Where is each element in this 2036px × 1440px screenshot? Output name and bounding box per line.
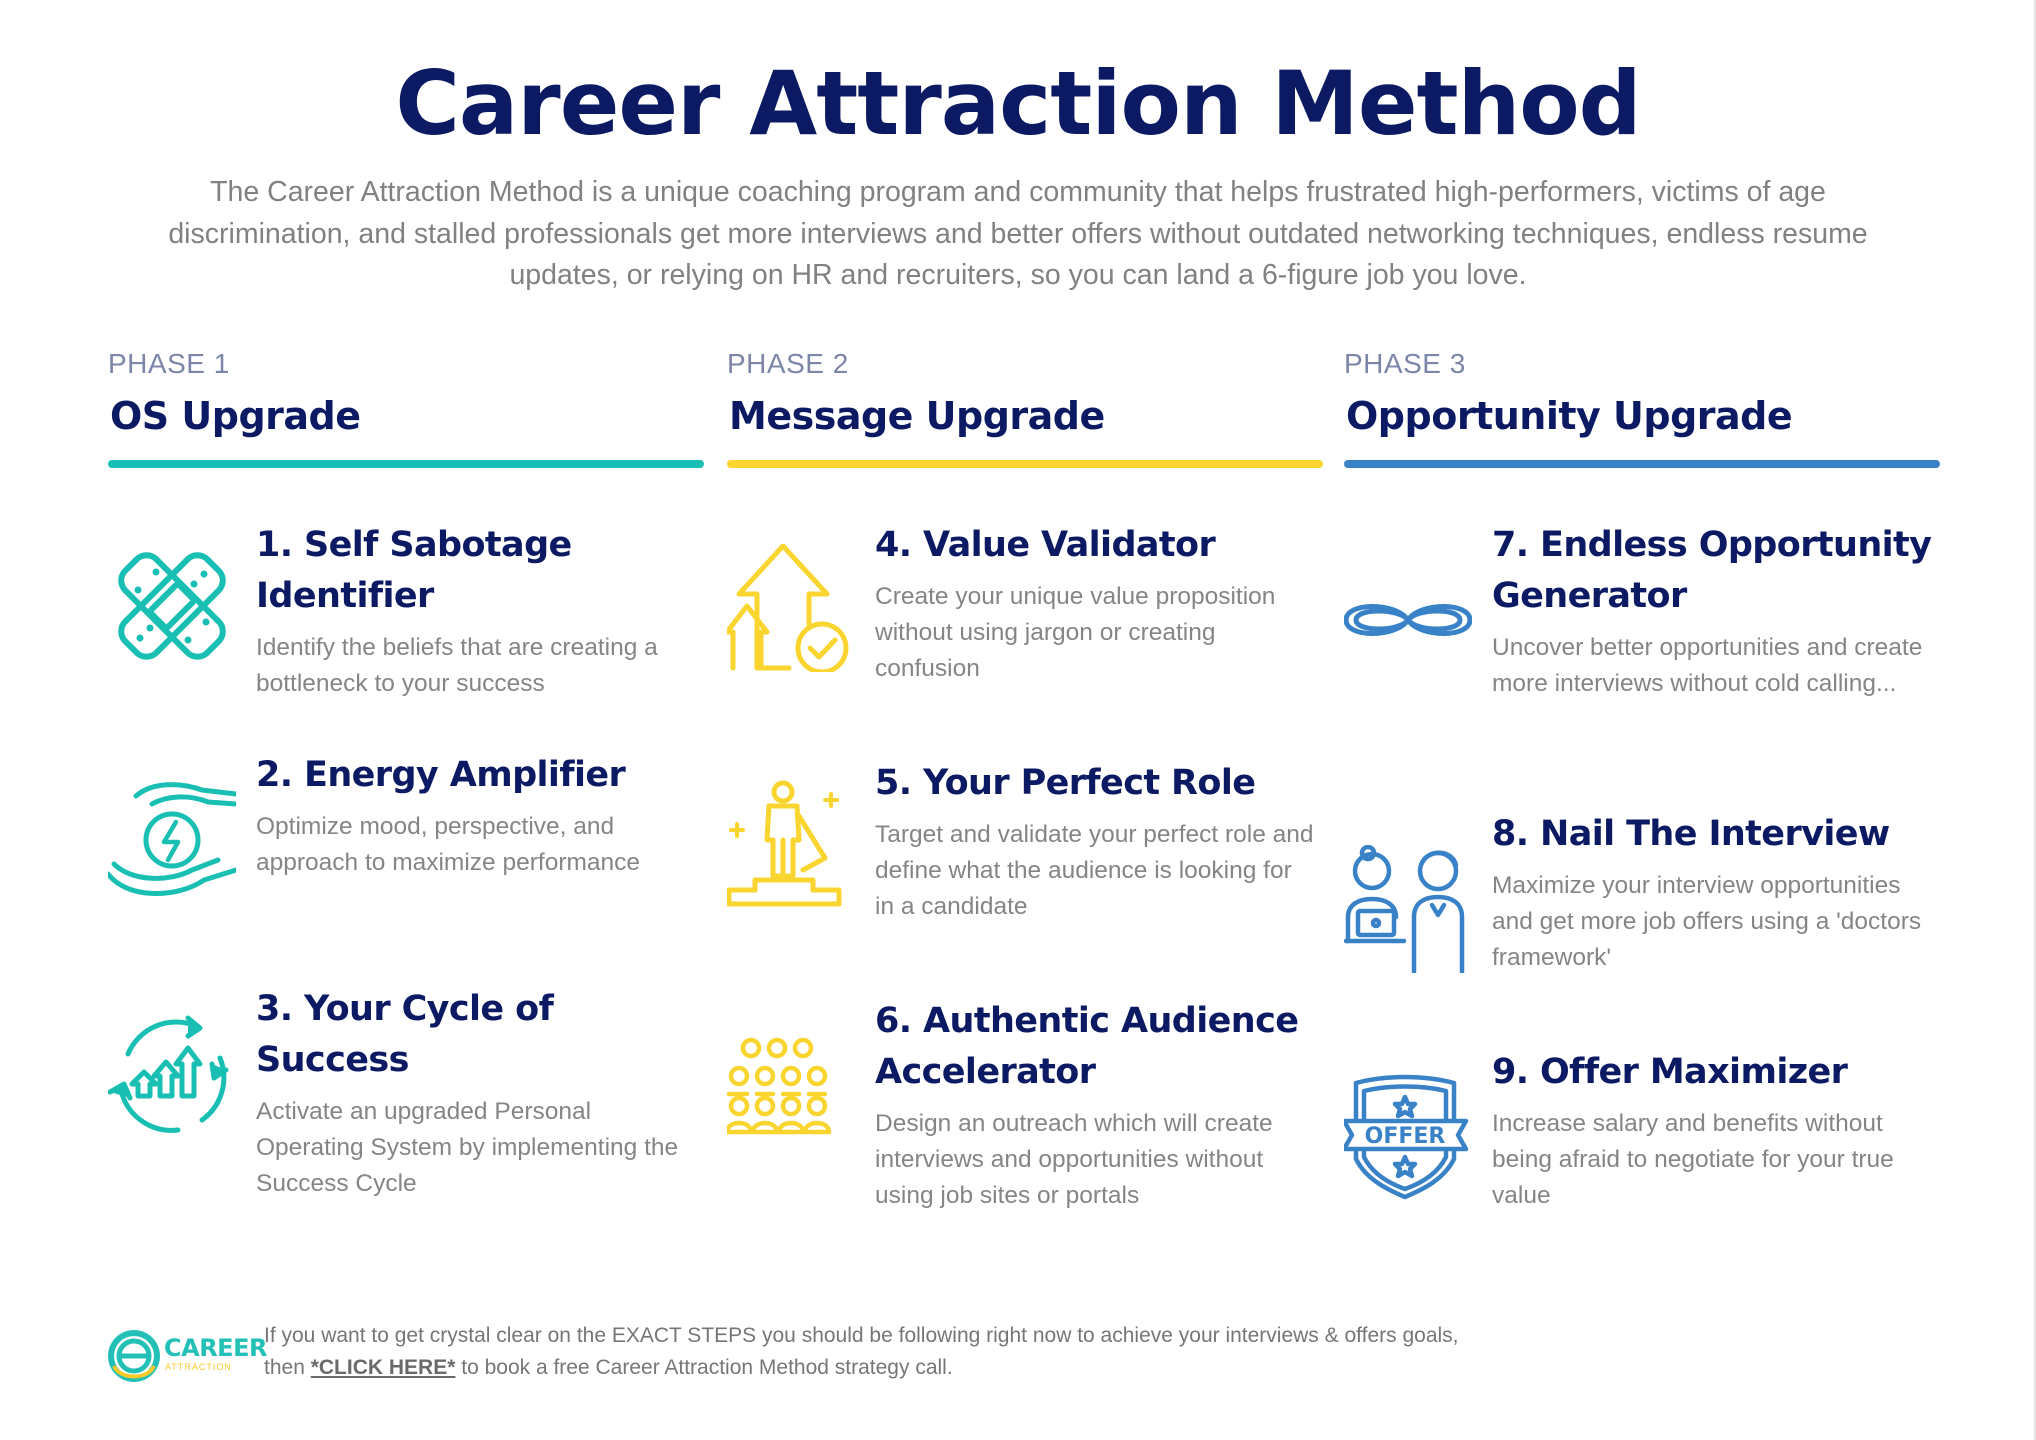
phase-number: PHASE 3	[1344, 348, 1466, 379]
click-here-link[interactable]: *CLICK HERE*	[310, 1356, 456, 1379]
career-attraction-logo	[106, 1326, 267, 1386]
step-title: 2. Energy Amplifier	[256, 755, 626, 795]
phase-2-header	[727, 348, 1323, 438]
step-description: Uncover better opportunities and create more interviews without cold calling...	[1492, 634, 1923, 697]
offer-badge-icon	[1344, 1073, 1472, 1201]
step-title: 7. Endless Opportunity Generator	[1492, 525, 1932, 616]
logo-wordmark: CAREER	[164, 1334, 267, 1362]
phase-1-header	[108, 348, 704, 438]
offer-badge-lettering: OFFER	[1364, 1124, 1446, 1149]
step-description: Maximize your interview opportunities and get more job offers using a 'doctors framework'	[1492, 872, 1922, 971]
growth-cycle-icon	[108, 1012, 236, 1140]
step-description: Create your unique value proposition without using jargon or creating confusion	[875, 583, 1276, 682]
footer-cta-text	[264, 1320, 1464, 1384]
logo-subtext: ATTRACTION	[165, 1362, 232, 1372]
logo-mark-icon	[106, 1328, 162, 1384]
energy-hands-icon	[108, 774, 236, 902]
step-title: 3. Your Cycle of Success	[256, 989, 554, 1080]
page-title: Career Attraction Method	[395, 52, 1641, 155]
phase-3-header	[1344, 348, 1940, 438]
audience-icon	[727, 1036, 855, 1164]
hero-podium-icon	[727, 780, 855, 908]
step-description: Target and validate your perfect role and define what the audience is looking for in a candidate	[875, 821, 1314, 920]
step-title: 1. Self Sabotage Identifier	[256, 525, 572, 616]
phase-divider	[727, 460, 1323, 468]
step-description: Identify the beliefs that are creating a bottleneck to your success	[256, 634, 658, 697]
phase-title: OS Upgrade	[110, 394, 361, 438]
phase-title: Message Upgrade	[729, 394, 1105, 438]
step-description: Design an outreach which will create interviews and opportunities without using job sites or portals	[875, 1110, 1273, 1209]
step-title: 9. Offer Maximizer	[1492, 1052, 1848, 1092]
step-title: 5. Your Perfect Role	[875, 763, 1256, 803]
arrows-check-icon	[727, 544, 855, 672]
step-title: 4. Value Validator	[875, 525, 1216, 565]
intro-paragraph: The Career Attraction Method is a unique coaching program and community that helps frustrated high-performers, victims of age discrimination, and stalled professionals get more interviews and better offers without outdated networking techniques, endless resume updates, or relying on HR and recruiters, so you can land a 6-figure job you love.	[168, 176, 1868, 291]
bandage-icon	[108, 542, 236, 670]
step-title: 8. Nail The Interview	[1492, 814, 1890, 854]
infinity-icon	[1344, 554, 1472, 682]
phase-divider	[1344, 460, 1940, 468]
step-title: 6. Authentic Audience Accelerator	[875, 1001, 1299, 1092]
phase-number: PHASE 2	[727, 348, 849, 379]
phase-divider	[108, 460, 704, 468]
footer-text-end: to book a free Career Attraction Method strategy call.	[455, 1356, 953, 1379]
step-description: Optimize mood, perspective, and approach to maximize performance	[256, 813, 641, 876]
phase-title: Opportunity Upgrade	[1346, 394, 1793, 438]
interview-icon	[1344, 845, 1472, 973]
step-description: Increase salary and benefits without being afraid to negotiate for your true value	[1492, 1110, 1894, 1209]
step-description: Activate an upgraded Personal Operating System by implementing the Success Cycle	[256, 1098, 679, 1197]
footer-text-start: If you want to get crystal clear on the EXACT STEPS you should be following right now to achieve your interviews & offers goals, then	[264, 1324, 1459, 1379]
phase-number: PHASE 1	[108, 348, 230, 379]
